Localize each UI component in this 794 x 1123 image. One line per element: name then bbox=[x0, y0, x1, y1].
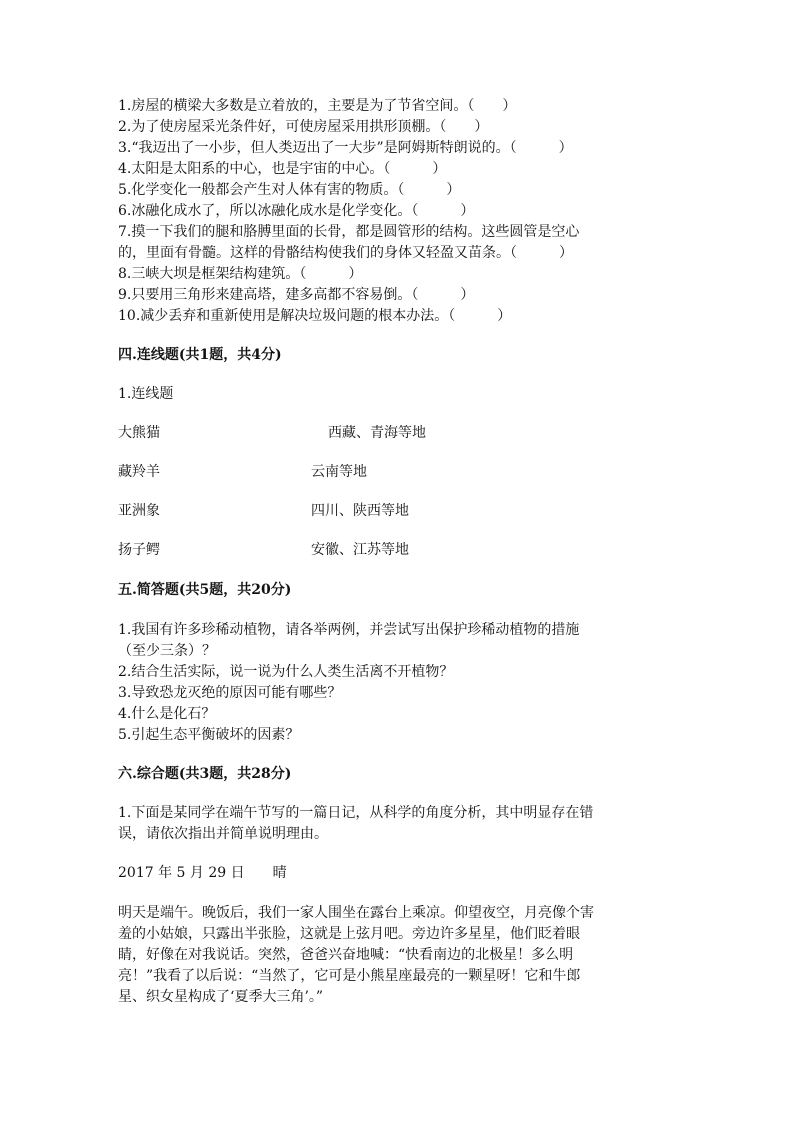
short-answer-heading: 五.简答题(共5题，共20分) bbox=[118, 582, 292, 598]
comprehensive-question-line-1: 1.下面是某同学在端午节写的一篇日记，从科学的角度分析，其中明显存在错 bbox=[118, 805, 594, 821]
matching-right-2: 云南等地 bbox=[311, 464, 367, 480]
short-answer-item-3: 3.导致恐龙灭绝的原因可能有哪些？ bbox=[118, 685, 342, 701]
judgment-item-4: 4.太阳是太阳系的中心，也是宇宙的中心。（ ） bbox=[118, 161, 447, 177]
diary-date-line: 2017 年 5 月 29 日 晴 bbox=[118, 865, 287, 881]
judgment-item-5: 5.化学变化一般都会产生对人体有害的物质。（ ） bbox=[118, 182, 461, 198]
diary-line-3: 睛，好像在对我说话。突然，爸爸兴奋地喊：“快看南边的北极星！多么明 bbox=[118, 947, 574, 963]
judgment-item-9: 9.只要用三角形来建高塔，建多高都不容易倒。（ ） bbox=[118, 287, 475, 303]
matching-left-1: 大熊猫 bbox=[118, 425, 160, 441]
matching-left-4: 扬子鳄 bbox=[118, 542, 160, 558]
judgment-item-7-line-1: 7.摸一下我们的腿和胳膊里面的长骨，都是圆管形的结构。这些圆管是空心 bbox=[118, 224, 580, 240]
judgment-item-3: 3.“我迈出了一小步，但人类迈出了一大步”是阿姆斯特朗说的。（ ） bbox=[118, 140, 573, 156]
short-answer-item-4: 4.什么是化石？ bbox=[118, 706, 216, 722]
matching-right-3: 四川、陕西等地 bbox=[311, 503, 409, 519]
short-answer-item-1-line-1: 1.我国有许多珍稀动植物，请各举两例，并尝试写出保护珍稀动植物的措施 bbox=[118, 622, 580, 638]
matching-left-3: 亚洲象 bbox=[118, 503, 160, 519]
matching-right-4: 安徽、江苏等地 bbox=[311, 542, 409, 558]
diary-line-1: 明天是端午。晚饭后，我们一家人围坐在露台上乘凉。仰望夜空，月亮像个害 bbox=[118, 905, 594, 921]
comprehensive-question-line-2: 误，请依次指出并简单说明理由。 bbox=[118, 826, 328, 842]
matching-heading: 四.连线题(共1题，共4分) bbox=[118, 347, 282, 363]
short-answer-item-2: 2.结合生活实际，说一说为什么人类生活离不开植物？ bbox=[118, 664, 454, 680]
diary-line-4: 亮！”我看了以后说：“当然了，它可是小熊星座最亮的一颗星呀！它和牛郎 bbox=[118, 968, 581, 984]
diary-line-2: 羞的小姑娘，只露出半张脸，这就是上弦月吧。旁边许多星星，他们眨着眼 bbox=[118, 926, 580, 942]
short-answer-item-5: 5.引起生态平衡破坏的因素？ bbox=[118, 727, 300, 743]
matching-right-1: 西藏、青海等地 bbox=[328, 425, 426, 441]
matching-question: 1.连线题 bbox=[118, 386, 174, 402]
comprehensive-heading: 六.综合题(共3题，共28分) bbox=[118, 766, 292, 782]
judgment-item-7-line-2: 的，里面有骨髓。这样的骨骼结构使我们的身体又轻盈又苗条。（ ） bbox=[118, 245, 573, 261]
judgment-item-8: 8.三峡大坝是框架结构建筑。（ ） bbox=[118, 266, 363, 282]
short-answer-item-1-line-2: （至少三条）？ bbox=[118, 643, 216, 659]
judgment-item-1: 1.房屋的横梁大多数是立着放的，主要是为了节省空间。（ ） bbox=[118, 98, 517, 114]
judgment-item-6: 6.冰融化成水了，所以冰融化成水是化学变化。（ ） bbox=[118, 203, 475, 219]
judgment-item-2: 2.为了使房屋采光条件好，可使房屋采用拱形顶棚。（ ） bbox=[118, 119, 489, 135]
matching-left-2: 藏羚羊 bbox=[118, 464, 160, 480]
judgment-item-10: 10.减少丢弃和重新使用是解决垃圾问题的根本办法。（ ） bbox=[118, 308, 512, 324]
diary-line-5: 星、织女星构成了‘夏季大三角’。” bbox=[118, 989, 324, 1005]
